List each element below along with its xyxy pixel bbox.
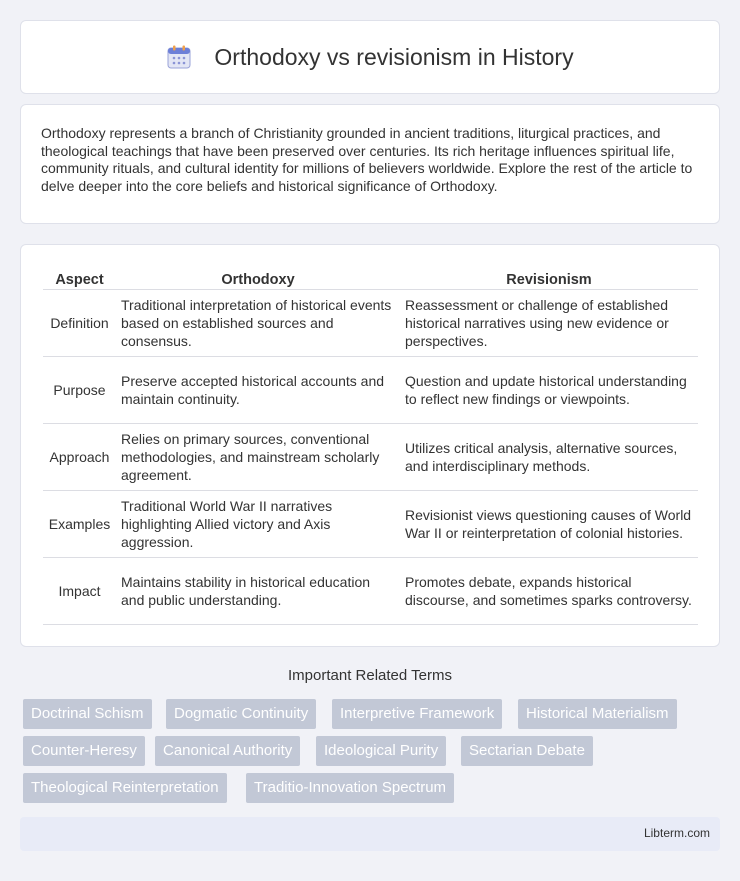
cell-orthodoxy: Traditional interpretation of historical events based on established sources and consensus. <box>116 290 400 357</box>
cell-aspect: Examples <box>43 491 116 558</box>
calendar-icon <box>166 44 192 70</box>
related-terms-title: Important Related Terms <box>288 667 452 684</box>
intro-text: Orthodoxy represents a branch of Christianity grounded in ancient traditions, liturgical practices, and theological teachings that have been preserved over centuries. Its rich heritage influences spiritual life, community rituals, and cultural identity for millions of believers worldwide. Explore the rest of the article to delve deeper into the core beliefs and historical significance of Orthodoxy. <box>41 125 693 194</box>
cell-aspect: Purpose <box>43 357 116 424</box>
table-row <box>43 424 698 491</box>
table-row <box>43 558 698 625</box>
related-term-tag[interactable]: Doctrinal Schism <box>23 699 152 729</box>
related-term-tag[interactable]: Interpretive Framework <box>332 699 502 729</box>
related-term-tag[interactable]: Canonical Authority <box>155 736 300 766</box>
related-term-tag[interactable]: Historical Materialism <box>518 699 677 729</box>
footer-brand[interactable]: Libterm.com <box>643 826 710 840</box>
cell-revisionism: Utilizes critical analysis, alternative sources, and interdisciplinary methods. <box>400 424 698 491</box>
cell-revisionism: Reassessment or challenge of established historical narratives using new evidence or perspectives. <box>400 290 698 357</box>
header-aspect: Aspect <box>43 265 116 290</box>
cell-orthodoxy: Preserve accepted historical accounts and maintain continuity. <box>116 357 400 424</box>
page-title: Orthodoxy vs revisionism in History <box>214 43 574 70</box>
related-term-tag[interactable]: Ideological Purity <box>316 736 446 766</box>
cell-revisionism: Revisionist views questioning causes of World War II or reinterpretation of colonial histories. <box>400 491 698 558</box>
table-row <box>43 290 698 357</box>
related-term-tag[interactable]: Traditio-Innovation Spectrum <box>246 773 454 803</box>
cell-orthodoxy: Maintains stability in historical education and public understanding. <box>116 558 400 625</box>
table-row <box>43 357 698 424</box>
related-term-tag[interactable]: Counter-Heresy <box>23 736 145 766</box>
cell-revisionism: Question and update historical understanding to reflect new findings or viewpoints. <box>400 357 698 424</box>
cell-orthodoxy: Relies on primary sources, conventional methodologies, and mainstream scholarly agreement. <box>116 424 400 491</box>
cell-orthodoxy: Traditional World War II narratives highlighting Allied victory and Axis aggression. <box>116 491 400 558</box>
related-term-tag[interactable]: Theological Reinterpretation <box>23 773 227 803</box>
cell-aspect: Approach <box>43 424 116 491</box>
related-term-tag[interactable]: Dogmatic Continuity <box>166 699 316 729</box>
cell-aspect: Definition <box>43 290 116 357</box>
cell-aspect: Impact <box>43 558 116 625</box>
related-term-tag[interactable]: Sectarian Debate <box>461 736 593 766</box>
header-revisionism: Revisionism <box>400 265 698 290</box>
footer <box>20 817 720 851</box>
cell-revisionism: Promotes debate, expands historical discourse, and sometimes sparks controversy. <box>400 558 698 625</box>
intro-card <box>20 104 720 224</box>
header-orthodoxy: Orthodoxy <box>116 265 400 290</box>
comparison-card <box>20 244 720 647</box>
table-row <box>43 491 698 558</box>
comparison-table <box>43 265 698 625</box>
table-header-row <box>43 265 698 290</box>
title-card <box>20 20 720 94</box>
